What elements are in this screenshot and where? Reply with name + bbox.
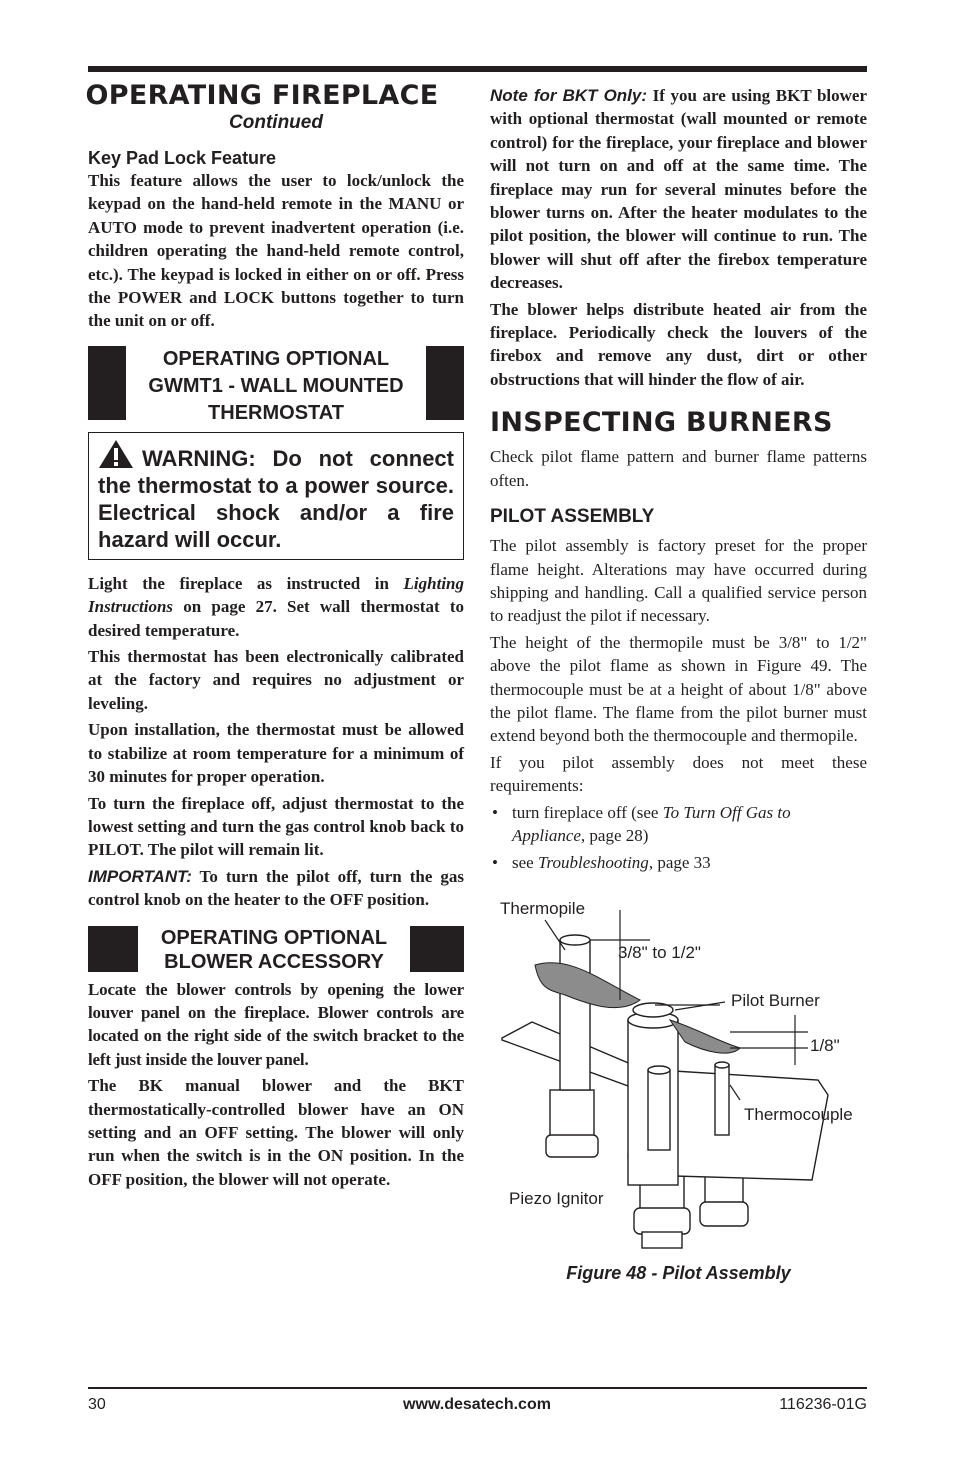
important-paragraph: IMPORTANT: To turn the pilot off, turn the gas control knob on the heater to the OFF position. — [88, 866, 464, 910]
top-rule — [88, 66, 867, 72]
pilot-assembly-diagram — [490, 890, 867, 1290]
installation-paragraph: Upon installation, the thermostat must be allowed to stabilize at room temperature for a minimum of 30 minutes for proper operation. — [88, 720, 464, 787]
list-item: • see Troubleshooting, page 33 — [492, 853, 711, 873]
light-paragraph: Light the fireplace as instructed in Lighting Instructions on page 27. Set wall thermostat to desired temperature. — [88, 573, 464, 640]
left-column — [85, 80, 464, 1194]
banner-block-right — [410, 926, 464, 972]
warning-text: WARNING: Do not connect the thermostat to a power source. Electrical shock and/or a fire hazard will occur. — [98, 445, 454, 552]
banner-block-left — [88, 346, 126, 420]
page-number: 30 — [88, 1396, 106, 1413]
bottom-rule — [88, 1387, 867, 1389]
banner-blower — [88, 926, 464, 972]
label-eighth-inch: 1/8" — [810, 1036, 840, 1055]
requirements-paragraph: If you pilot assembly does not meet these requirements: — [490, 752, 867, 796]
continued-label: Continued — [229, 112, 323, 133]
bk-paragraph: The BK manual blower and the BKT thermostatically-controlled blower have an ON setting and an OFF setting. The blower will only run when the switch is in the ON position. In the OFF position, the blower will not operate. — [88, 1076, 464, 1189]
warning-box — [88, 432, 464, 560]
list-item: • turn fireplace off (see To Turn Off Gas to Appliance, page 28) — [492, 802, 791, 845]
requirements-list — [490, 801, 867, 875]
banner-block-left — [88, 926, 138, 972]
pilot-burner — [628, 1003, 678, 1185]
locate-paragraph: Locate the blower controls by opening the lower louver panel on the fireplace. Blower controls are located on the right side of the switch bracket to the left just inside the louver panel. — [88, 979, 464, 1069]
banner-block-right — [426, 346, 464, 420]
keypad-paragraph: This feature allows the user to lock/unlock the keypad on the hand-held remote in the MANU or AUTO mode to prevent inadvertent operation (i.e. children operating the hand-held remote control, etc.). The keypad is locked in either on or off. Press the POWER and LOCK buttons together to turn the unit on or off. — [88, 171, 464, 331]
figure-caption: Figure 48 - Pilot Assembly — [566, 1263, 791, 1283]
footer-url: www.desatech.com — [403, 1396, 551, 1413]
banner-thermostat-text: OPERATING OPTIONAL GWMT1 - WALL MOUNTED THERMOSTAT — [148, 347, 404, 424]
label-gap: 3/8" to 1/2" — [618, 943, 701, 962]
thermopile — [560, 935, 590, 1090]
label-thermopile: Thermopile — [500, 899, 586, 918]
note-bkt-paragraph: Note for BKT Only: If you are using BKT blower with optional thermostat (wall mounted or remote control) for the fireplace, your fireplace and blower will not turn on and off at the same time. The fireplace may run for several minutes before the blower turns on. After the heater modulates to the pilot position, the blower will continue to run. The blower will shut off after the firebox temperature decreases. — [490, 86, 867, 293]
label-piezo-ignitor: Piezo Ignitor — [509, 1189, 604, 1208]
banner-blower-text: OPERATING OPTIONAL BLOWER ACCESSORY — [160, 926, 388, 973]
section-title-operating-fireplace: OPERATING FIREPLACE — [85, 80, 439, 111]
right-column — [490, 84, 867, 879]
pilot-assembly-heading: PILOT ASSEMBLY — [490, 506, 655, 528]
keypad-heading: Key Pad Lock Feature — [88, 148, 277, 168]
label-thermocouple: Thermocouple — [744, 1105, 853, 1124]
label-pilot-burner: Pilot Burner — [731, 991, 820, 1010]
preset-paragraph: The pilot assembly is factory preset for the proper flame height. Alterations may have occurred during shipping and handling. Call a qualified service person to readjust the pilot if necessary. — [490, 536, 867, 626]
banner-thermostat — [88, 346, 464, 424]
height-paragraph: The height of the thermopile must be 3/8" to 1/2" above the pilot flame as shown in Figure 49. The thermocouple must be at a height of about 1/8" above the pilot flame. The flame from the pilot burner must extend beyond both the thermocouple and thermopile. — [490, 632, 867, 746]
calibrated-paragraph: This thermostat has been electronically calibrated at the factory and requires no adjustment or leveling. — [88, 647, 464, 713]
doc-number: 116236-01G — [779, 1396, 867, 1413]
section-title-inspecting-burners: INSPECTING BURNERS — [490, 407, 833, 439]
flame-right — [670, 1020, 740, 1053]
check-paragraph: Check pilot flame pattern and burner flame patterns often. — [490, 447, 867, 490]
warning-triangle-icon — [98, 439, 134, 469]
thermocouple — [715, 1062, 729, 1135]
turn-off-paragraph: To turn the fireplace off, adjust thermostat to the lowest setting and turn the gas control knob back to PILOT. The pilot will remain lit. — [88, 793, 464, 860]
blower-paragraph: The blower helps distribute heated air from the fireplace. Periodically check the louvers of the firebox and remove any dust, dirt or other obstructions that will hinder the flow of air. — [490, 299, 867, 389]
